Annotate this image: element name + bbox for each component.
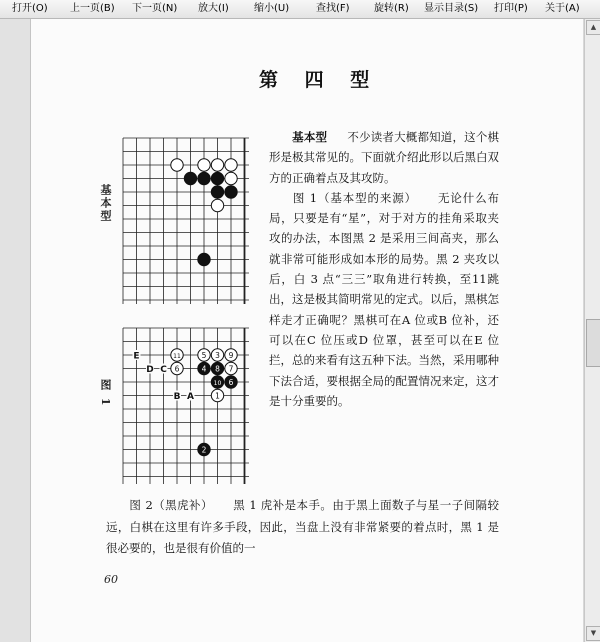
- page-number: 60: [104, 573, 118, 586]
- black-stone: [198, 253, 210, 265]
- para2-heading: 图 1（基本型的来源）: [292, 190, 418, 205]
- document-page: [31, 19, 583, 642]
- black-stone: [198, 172, 210, 184]
- print-button[interactable]: 打印(P): [494, 3, 528, 14]
- bottom-text: [106, 495, 499, 560]
- figure-1-label: 图 1: [99, 379, 112, 408]
- stone-number: 6: [174, 364, 180, 374]
- body-text: [269, 127, 499, 411]
- board-point-label: B: [173, 392, 181, 402]
- para1-body: 不少读者大概都知道，这个棋形是极其常见的。下面就介绍此形以后黑白双方的正确着点及其攻防。: [269, 130, 500, 185]
- find-button[interactable]: 查找(F): [316, 3, 350, 14]
- white-stone: [211, 159, 223, 171]
- stone-number: 4: [201, 364, 207, 374]
- stone-number: 6: [228, 377, 234, 387]
- board-point-label: A: [187, 392, 194, 402]
- about-button[interactable]: 关于(A): [545, 3, 580, 14]
- prev-page-button[interactable]: 上一页(B): [70, 3, 115, 14]
- stone-number: 10: [213, 379, 222, 387]
- white-stone: [211, 199, 223, 211]
- stone-number: 5: [201, 350, 207, 360]
- black-stone: [211, 186, 223, 198]
- chapter-title: 第 四 型: [259, 69, 380, 91]
- next-page-button[interactable]: 下一页(N): [132, 3, 178, 14]
- stone-number: 8: [215, 364, 220, 374]
- zoom-out-button[interactable]: 缩小(U): [254, 3, 290, 14]
- basic-shape-label: 基本型: [99, 184, 112, 223]
- go-board-figure-1: [121, 326, 251, 486]
- stone-number: 7: [228, 364, 234, 374]
- toolbar: [0, 0, 600, 19]
- stone-number: 11: [173, 352, 181, 360]
- black-stone: [225, 186, 237, 198]
- open-button[interactable]: 打开(O): [12, 3, 48, 14]
- board-point-label: D: [146, 365, 154, 375]
- stone-number: 9: [228, 350, 234, 360]
- vertical-scrollbar[interactable]: [584, 19, 600, 642]
- para3-heading: 图 2（黑虎补）: [129, 498, 213, 512]
- white-stone: [225, 159, 237, 171]
- stone-number: 2: [201, 445, 207, 455]
- para1-heading: 基本型: [292, 130, 328, 144]
- rotate-button[interactable]: 旋转(R): [374, 3, 409, 14]
- left-gutter: [0, 19, 31, 642]
- go-board-basic: [121, 136, 251, 306]
- show-toc-button[interactable]: 显示目录(S): [424, 3, 479, 14]
- black-stone: [211, 172, 223, 184]
- scroll-up-arrow-icon[interactable]: ▲: [586, 20, 600, 35]
- zoom-in-button[interactable]: 放大(I): [198, 3, 229, 14]
- board-point-label: C: [160, 365, 167, 375]
- white-stone: [171, 159, 183, 171]
- white-stone: [225, 172, 237, 184]
- black-stone: [184, 172, 196, 184]
- board-point-label: E: [133, 351, 140, 362]
- para3-body: 黑 1 虎补是本手。由于黑上面数子与星一子间隔较远，白棋在这里有许多手段，因此，当盘上没有非常紧要的着点时，黑 1 是很必要的，也是很有价值的一: [106, 498, 499, 555]
- scroll-down-arrow-icon[interactable]: ▼: [586, 626, 600, 641]
- scroll-thumb[interactable]: [586, 319, 600, 367]
- para2-body: 无论什么布局，只要是有“星”，对于对方的挂角采取夹攻的办法，本图黑 2 是采用三间高夹，那么就非常可能形成如本形的局势。黑 2 夹攻以后，白 3 点“三三”取角进行转换，至11跳出，这是极其简明常见的定式。以后，黑棋怎样走才正确呢？黑棋可在A 位或B 位补，还可以在C 位压或D 位罩，甚至可以在E 位拦，总的来看有这五种下法。当然，采用哪种下法合适，要根据全局的配置情况来定，这才是十分重要的。: [269, 190, 499, 408]
- white-stone: [198, 159, 210, 171]
- stone-number: 1: [215, 391, 220, 401]
- stone-number: 3: [215, 350, 220, 360]
